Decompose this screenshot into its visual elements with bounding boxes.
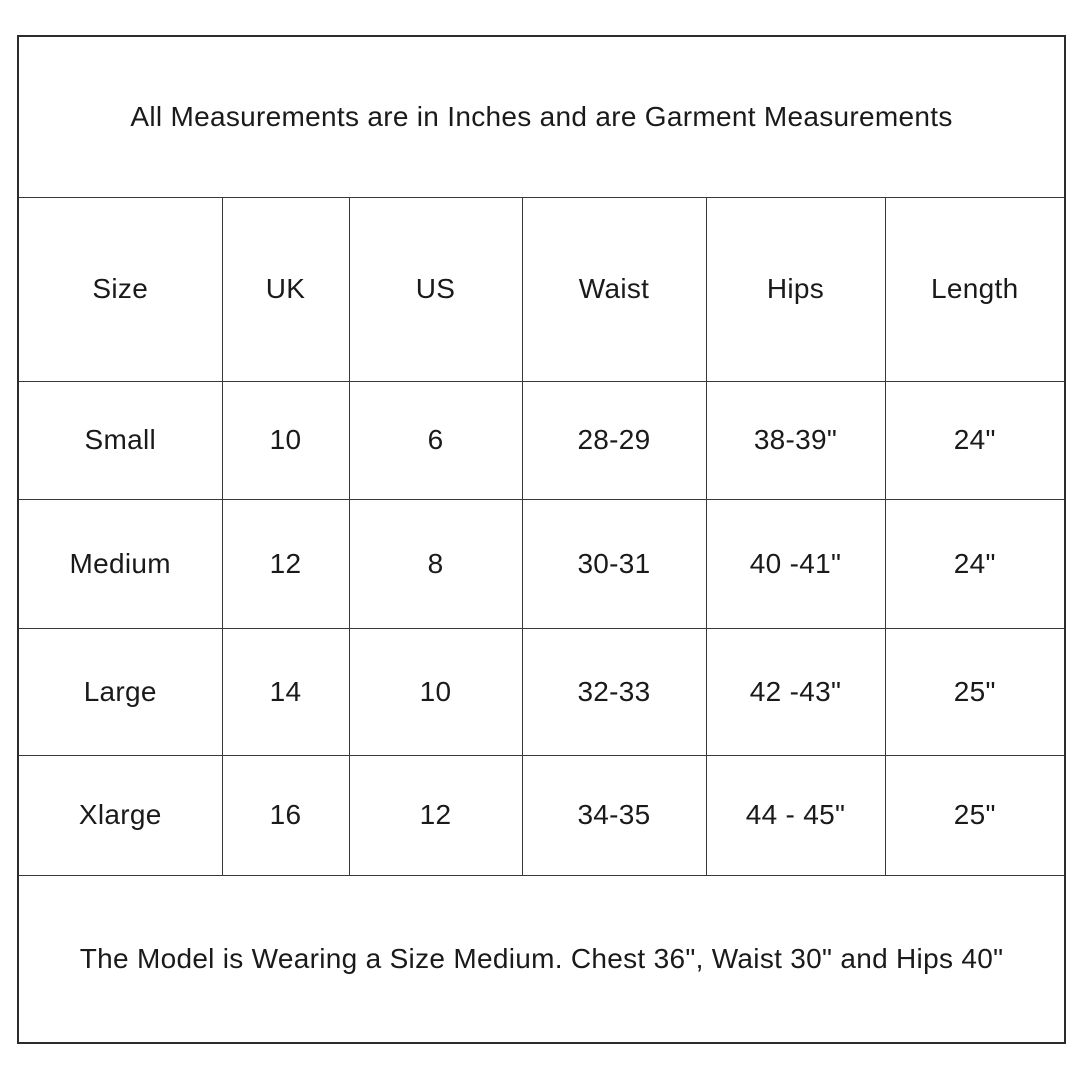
cell-us: 6 <box>349 381 522 499</box>
header-size: Size <box>18 197 222 381</box>
header-hips: Hips <box>706 197 885 381</box>
table-row-medium <box>18 499 1065 628</box>
cell-length: 25" <box>885 755 1065 875</box>
title-row <box>18 36 1065 197</box>
cell-hips: 40 -41" <box>706 499 885 628</box>
model-note: The Model is Wearing a Size Medium. Chest 36", Waist 30" and Hips 40" <box>18 875 1065 1043</box>
cell-waist: 32-33 <box>522 628 706 755</box>
cell-hips: 38-39" <box>706 381 885 499</box>
cell-us: 8 <box>349 499 522 628</box>
header-row <box>18 197 1065 381</box>
cell-uk: 14 <box>222 628 349 755</box>
header-uk: UK <box>222 197 349 381</box>
cell-uk: 16 <box>222 755 349 875</box>
cell-length: 24" <box>885 499 1065 628</box>
header-waist: Waist <box>522 197 706 381</box>
cell-length: 25" <box>885 628 1065 755</box>
cell-hips: 42 -43" <box>706 628 885 755</box>
cell-size: Xlarge <box>18 755 222 875</box>
table-row-small <box>18 381 1065 499</box>
cell-hips: 44 - 45" <box>706 755 885 875</box>
cell-uk: 10 <box>222 381 349 499</box>
header-us: US <box>349 197 522 381</box>
cell-waist: 34-35 <box>522 755 706 875</box>
cell-size: Medium <box>18 499 222 628</box>
cell-size: Large <box>18 628 222 755</box>
footer-row <box>18 875 1065 1043</box>
cell-size: Small <box>18 381 222 499</box>
cell-uk: 12 <box>222 499 349 628</box>
size-chart-table <box>17 35 1066 1044</box>
cell-us: 12 <box>349 755 522 875</box>
table-row-large <box>18 628 1065 755</box>
chart-title: All Measurements are in Inches and are Garment Measurements <box>18 36 1065 197</box>
header-length: Length <box>885 197 1065 381</box>
cell-waist: 30-31 <box>522 499 706 628</box>
cell-waist: 28-29 <box>522 381 706 499</box>
cell-us: 10 <box>349 628 522 755</box>
cell-length: 24" <box>885 381 1065 499</box>
table-row-xlarge <box>18 755 1065 875</box>
